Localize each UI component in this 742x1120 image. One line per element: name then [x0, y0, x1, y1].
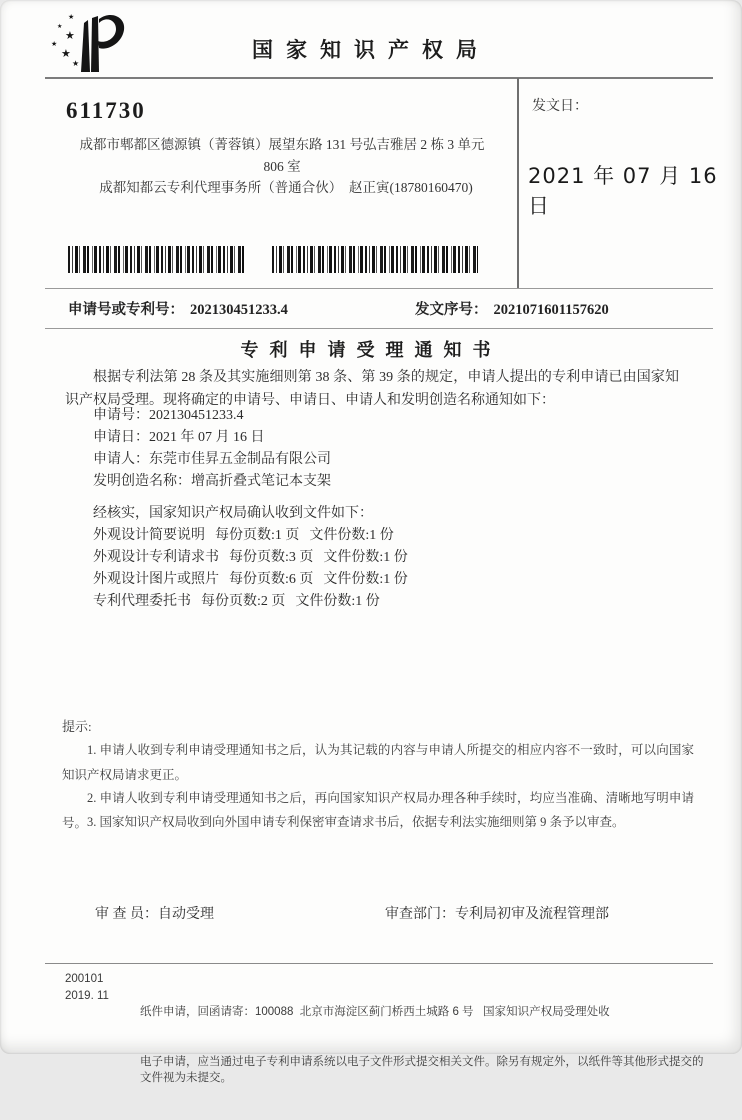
agency-title: 国家知识产权局	[252, 38, 490, 62]
notice-intro-paragraph: 根据专利法第 28 条及其实施细则第 38 条、第 39 条的规定，申请人提出的专利申请已由国家知识产权局受理。现将确定的申请号、申请日、申请人和发明创造名称通知如下：	[65, 370, 679, 408]
field-label: 申请日：	[93, 430, 149, 445]
vertical-divider	[517, 78, 519, 288]
field-value: 202130451233.4	[149, 408, 244, 423]
footer-rule	[45, 963, 713, 964]
reference-row	[0, 298, 742, 322]
field-label: 申请人：	[93, 452, 149, 467]
examiner-value: 自动受理	[158, 907, 214, 922]
form-date: 2019. 11	[65, 989, 109, 1002]
issue-date-value: 2021 年 07 月 16 日	[528, 164, 718, 218]
hints-label: 提示:	[62, 719, 92, 734]
application-number-label: 申请号或专利号：	[68, 302, 184, 318]
rule-below-reference-row	[45, 328, 713, 329]
document-copies: 文件份数:1 份	[295, 594, 380, 609]
barcode-serial-number	[272, 246, 478, 273]
field-value: 2021 年 07 月 16 日	[149, 430, 265, 445]
star-icon: ★	[61, 48, 71, 60]
form-code-block	[65, 971, 109, 1004]
postal-code: 611730	[66, 98, 146, 123]
footer-note-electronic: 电子申请，应当通过电子专利申请系统以电子文件形式提交相关文件。除另有规定外，以纸件等其他形式提交的文件视为未提交。	[140, 1055, 704, 1084]
document-line	[93, 524, 673, 544]
form-code: 200101	[65, 973, 104, 985]
serial-number-value: 2021071601157620	[493, 302, 609, 318]
document-line	[93, 546, 673, 566]
field-label: 申请号：	[93, 408, 149, 423]
document-copies: 文件份数:1 份	[323, 550, 408, 565]
star-icon: ★	[65, 30, 75, 42]
hint-item: 1. 申请人收到专利申请受理通知书之后，认为其记载的内容与申请人所提交的相应内容不一致时，可以向国家知识产权局请求更正。	[62, 743, 694, 782]
application-number-value: 202130451233.4	[190, 302, 288, 318]
field-application-number	[93, 404, 673, 424]
hint-item: 3. 国家知识产权局收到向外国申请专利保密审查请求书后，依据专利法实施细则第 9 条予以审查。	[87, 815, 625, 829]
document-pages: 每份页数:1 页	[215, 528, 300, 543]
footer-notes	[140, 971, 706, 1120]
address-line-2: 806 室	[263, 159, 301, 174]
document-name: 专利代理委托书	[93, 594, 191, 609]
field-application-date	[93, 426, 673, 446]
field-label: 发明创造名称：	[93, 474, 191, 489]
examiner-label: 审 查 员：	[95, 907, 158, 922]
signature-row	[0, 903, 742, 925]
footer-note-paper: 纸件申请，回函请寄：100088 北京市海淀区蓟门桥西土城路 6 号 国家知识产权局受理处收	[140, 1006, 610, 1018]
document-copies: 文件份数:1 份	[309, 528, 394, 543]
document-pages: 每份页数:2 页	[201, 594, 286, 609]
address-line-1: 成都市郫都区德源镇（菁蓉镇）展望东路 131 号弘吉雅居 2 栋 3 单元	[79, 137, 485, 152]
barcode-application-number	[68, 246, 244, 273]
recipient-line: 成都知都云专利代理事务所（普通合伙） 赵正寅(18780160470)	[99, 180, 473, 195]
rule-above-reference-row	[45, 288, 713, 289]
issue-date-label: 发文日：	[532, 99, 588, 114]
star-icon: ★	[72, 59, 80, 68]
field-invention-title	[93, 470, 673, 490]
document-pages: 每份页数:3 页	[229, 550, 314, 565]
serial-number-label: 发文序号：	[415, 302, 488, 318]
hint-item: 2. 申请人收到专利申请受理通知书之后，再向国家知识产权局办理各种手续时，均应当准确、清晰地写明申请号。	[62, 791, 694, 830]
document-line	[93, 590, 673, 610]
document-line	[93, 568, 673, 588]
field-value: 增高折叠式笔记本支架	[191, 474, 331, 489]
document-pages: 每份页数:6 页	[229, 572, 314, 587]
star-icon: ★	[57, 24, 63, 30]
star-icon: ★	[68, 13, 75, 21]
document-name: 外观设计专利请求书	[93, 550, 219, 565]
star-icon: ★	[51, 40, 58, 48]
received-documents-intro: 经核实，国家知识产权局确认收到文件如下：	[93, 506, 373, 521]
department-value: 专利局初审及流程管理部	[455, 907, 609, 922]
field-applicant	[93, 448, 673, 468]
document-name: 外观设计简要说明	[93, 528, 205, 543]
document-copies: 文件份数:1 份	[323, 572, 408, 587]
department-label: 审查部门：	[385, 907, 455, 922]
header-rule	[45, 77, 713, 79]
field-value: 东莞市佳昇五金制品有限公司	[149, 452, 331, 467]
document-name: 外观设计图片或照片	[93, 572, 219, 587]
notice-title: 专利申请受理通知书	[240, 340, 502, 360]
